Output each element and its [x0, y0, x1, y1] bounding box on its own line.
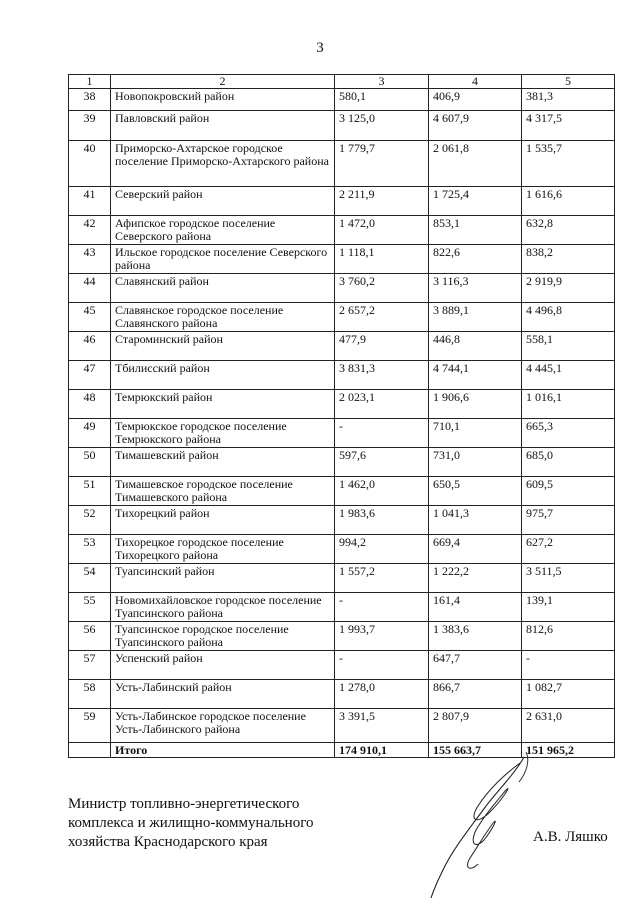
- row-number-cell: 52: [69, 506, 111, 535]
- value-col3-cell: 1 557,2: [335, 564, 429, 593]
- signer-line: комплекса и жилищно-коммунального: [68, 815, 314, 831]
- value-col5-cell: 627,2: [522, 535, 615, 564]
- district-name-cell: Афипское городское поселение Северского района: [111, 216, 335, 245]
- value-col3-cell: 1 472,0: [335, 216, 429, 245]
- district-name-cell: Новопокровский район: [111, 89, 335, 111]
- value-col5-cell: 4 317,5: [522, 111, 615, 141]
- district-name-cell: Новомихайловское городское поселение Туапсинского района: [111, 593, 335, 622]
- value-col4-cell: 1 222,2: [429, 564, 522, 593]
- value-col5-cell: 2 631,0: [522, 709, 615, 743]
- header-cell: 4: [429, 75, 522, 89]
- value-col4-cell: 669,4: [429, 535, 522, 564]
- value-col5-cell: 1 016,1: [522, 390, 615, 419]
- value-col4-cell: 1 725,4: [429, 187, 522, 216]
- row-number-cell: 41: [69, 187, 111, 216]
- value-col5-cell: 381,3: [522, 89, 615, 111]
- row-number-cell: 44: [69, 274, 111, 303]
- value-col3-cell: 3 125,0: [335, 111, 429, 141]
- value-col3-cell: 580,1: [335, 89, 429, 111]
- row-number-cell: 59: [69, 709, 111, 743]
- row-number-cell: 57: [69, 651, 111, 680]
- district-name-cell: Приморско-Ахтарское городское поселение Приморско-Ахтарского района: [111, 141, 335, 187]
- header-cell: 5: [522, 75, 615, 89]
- header-cell: 2: [111, 75, 335, 89]
- value-col5-cell: 632,8: [522, 216, 615, 245]
- value-col3-cell: 1 993,7: [335, 622, 429, 651]
- value-col3-cell: 1 118,1: [335, 245, 429, 274]
- value-col4-cell: 4 744,1: [429, 361, 522, 390]
- value-col5-cell: 2 919,9: [522, 274, 615, 303]
- district-name-cell: Туапсинский район: [111, 564, 335, 593]
- value-col3-cell: 3 831,3: [335, 361, 429, 390]
- row-number-cell: 55: [69, 593, 111, 622]
- value-col5-cell: 4 496,8: [522, 303, 615, 332]
- value-col3-cell: 994,2: [335, 535, 429, 564]
- value-col4-cell: 866,7: [429, 680, 522, 709]
- district-name-cell: Тимашевский район: [111, 448, 335, 477]
- district-name-cell: Северский район: [111, 187, 335, 216]
- value-col3-cell: 2 211,9: [335, 187, 429, 216]
- value-col4-cell: 406,9: [429, 89, 522, 111]
- signer-line: хозяйства Краснодарского края: [68, 834, 268, 850]
- value-col4-cell: 3 116,3: [429, 274, 522, 303]
- value-col5-cell: 3 511,5: [522, 564, 615, 593]
- value-col5-cell: 665,3: [522, 419, 615, 448]
- page-number: 3: [316, 40, 324, 56]
- value-col5-cell: 1 535,7: [522, 141, 615, 187]
- row-number-cell: 39: [69, 111, 111, 141]
- district-name-cell: Славянский район: [111, 274, 335, 303]
- value-col3-cell: -: [335, 419, 429, 448]
- value-col5-cell: 812,6: [522, 622, 615, 651]
- signer-line: Министр топливно-энергетического: [68, 796, 300, 812]
- district-name-cell: Тбилисский район: [111, 361, 335, 390]
- district-name-cell: Староминский район: [111, 332, 335, 361]
- value-col4-cell: 1 041,3: [429, 506, 522, 535]
- district-name-cell: Тихорецкое городское поселение Тихорецкого района: [111, 535, 335, 564]
- value-col5-cell: 685,0: [522, 448, 615, 477]
- total-label-cell: Итого: [111, 743, 335, 758]
- value-col5-cell: 1 616,6: [522, 187, 615, 216]
- value-col5-cell: 1 082,7: [522, 680, 615, 709]
- district-name-cell: Темрюкское городское поселение Темрюкского района: [111, 419, 335, 448]
- value-col3-cell: 477,9: [335, 332, 429, 361]
- value-col4-cell: 446,8: [429, 332, 522, 361]
- value-col4-cell: 822,6: [429, 245, 522, 274]
- value-col4-cell: 3 889,1: [429, 303, 522, 332]
- total-col3-cell: 174 910,1: [335, 743, 429, 758]
- value-col3-cell: 1 779,7: [335, 141, 429, 187]
- value-col5-cell: 4 445,1: [522, 361, 615, 390]
- value-col4-cell: 710,1: [429, 419, 522, 448]
- value-col4-cell: 647,7: [429, 651, 522, 680]
- value-col3-cell: 1 278,0: [335, 680, 429, 709]
- row-number-cell: 38: [69, 89, 111, 111]
- value-col3-cell: -: [335, 593, 429, 622]
- row-number-cell: 49: [69, 419, 111, 448]
- value-col3-cell: 2 657,2: [335, 303, 429, 332]
- district-name-cell: Тихорецкий район: [111, 506, 335, 535]
- signer-name: А.В. Ляшко: [533, 829, 608, 845]
- value-col5-cell: -: [522, 651, 615, 680]
- value-col4-cell: 4 607,9: [429, 111, 522, 141]
- value-col4-cell: 853,1: [429, 216, 522, 245]
- row-number-cell: 42: [69, 216, 111, 245]
- value-col3-cell: 1 462,0: [335, 477, 429, 506]
- district-name-cell: Усть-Лабинский район: [111, 680, 335, 709]
- row-number-cell: 58: [69, 680, 111, 709]
- total-col5-cell: 151 965,2: [522, 743, 615, 758]
- row-number-cell: 53: [69, 535, 111, 564]
- row-number-cell: 56: [69, 622, 111, 651]
- total-col4-cell: 155 663,7: [429, 743, 522, 758]
- header-cell: 1: [69, 75, 111, 89]
- value-col4-cell: 2 061,8: [429, 141, 522, 187]
- value-col3-cell: 3 760,2: [335, 274, 429, 303]
- row-number-cell: 47: [69, 361, 111, 390]
- value-col3-cell: 1 983,6: [335, 506, 429, 535]
- value-col4-cell: 1 906,6: [429, 390, 522, 419]
- row-number-cell: 51: [69, 477, 111, 506]
- district-name-cell: Ильское городское поселение Северского района: [111, 245, 335, 274]
- value-col5-cell: 558,1: [522, 332, 615, 361]
- row-number-cell: 43: [69, 245, 111, 274]
- district-name-cell: Темрюкский район: [111, 390, 335, 419]
- row-number-cell: 48: [69, 390, 111, 419]
- value-col5-cell: 139,1: [522, 593, 615, 622]
- value-col3-cell: 3 391,5: [335, 709, 429, 743]
- value-col4-cell: 731,0: [429, 448, 522, 477]
- value-col4-cell: 1 383,6: [429, 622, 522, 651]
- value-col3-cell: 597,6: [335, 448, 429, 477]
- row-number-cell: 50: [69, 448, 111, 477]
- district-name-cell: Успенский район: [111, 651, 335, 680]
- value-col5-cell: 975,7: [522, 506, 615, 535]
- district-name-cell: Тимашевское городское поселение Тимашевского района: [111, 477, 335, 506]
- value-col4-cell: 2 807,9: [429, 709, 522, 743]
- value-col4-cell: 161,4: [429, 593, 522, 622]
- value-col5-cell: 609,5: [522, 477, 615, 506]
- value-col5-cell: 838,2: [522, 245, 615, 274]
- value-col3-cell: -: [335, 651, 429, 680]
- header-cell: 3: [335, 75, 429, 89]
- row-number-cell: 54: [69, 564, 111, 593]
- row-number-cell: 45: [69, 303, 111, 332]
- district-name-cell: Славянское городское поселение Славянского района: [111, 303, 335, 332]
- district-name-cell: Туапсинское городское поселение Туапсинского района: [111, 622, 335, 651]
- value-col3-cell: 2 023,1: [335, 390, 429, 419]
- district-name-cell: Павловский район: [111, 111, 335, 141]
- row-number-cell: 40: [69, 141, 111, 187]
- value-col4-cell: 650,5: [429, 477, 522, 506]
- row-number-cell: 46: [69, 332, 111, 361]
- district-name-cell: Усть-Лабинское городское поселение Усть-Лабинского района: [111, 709, 335, 743]
